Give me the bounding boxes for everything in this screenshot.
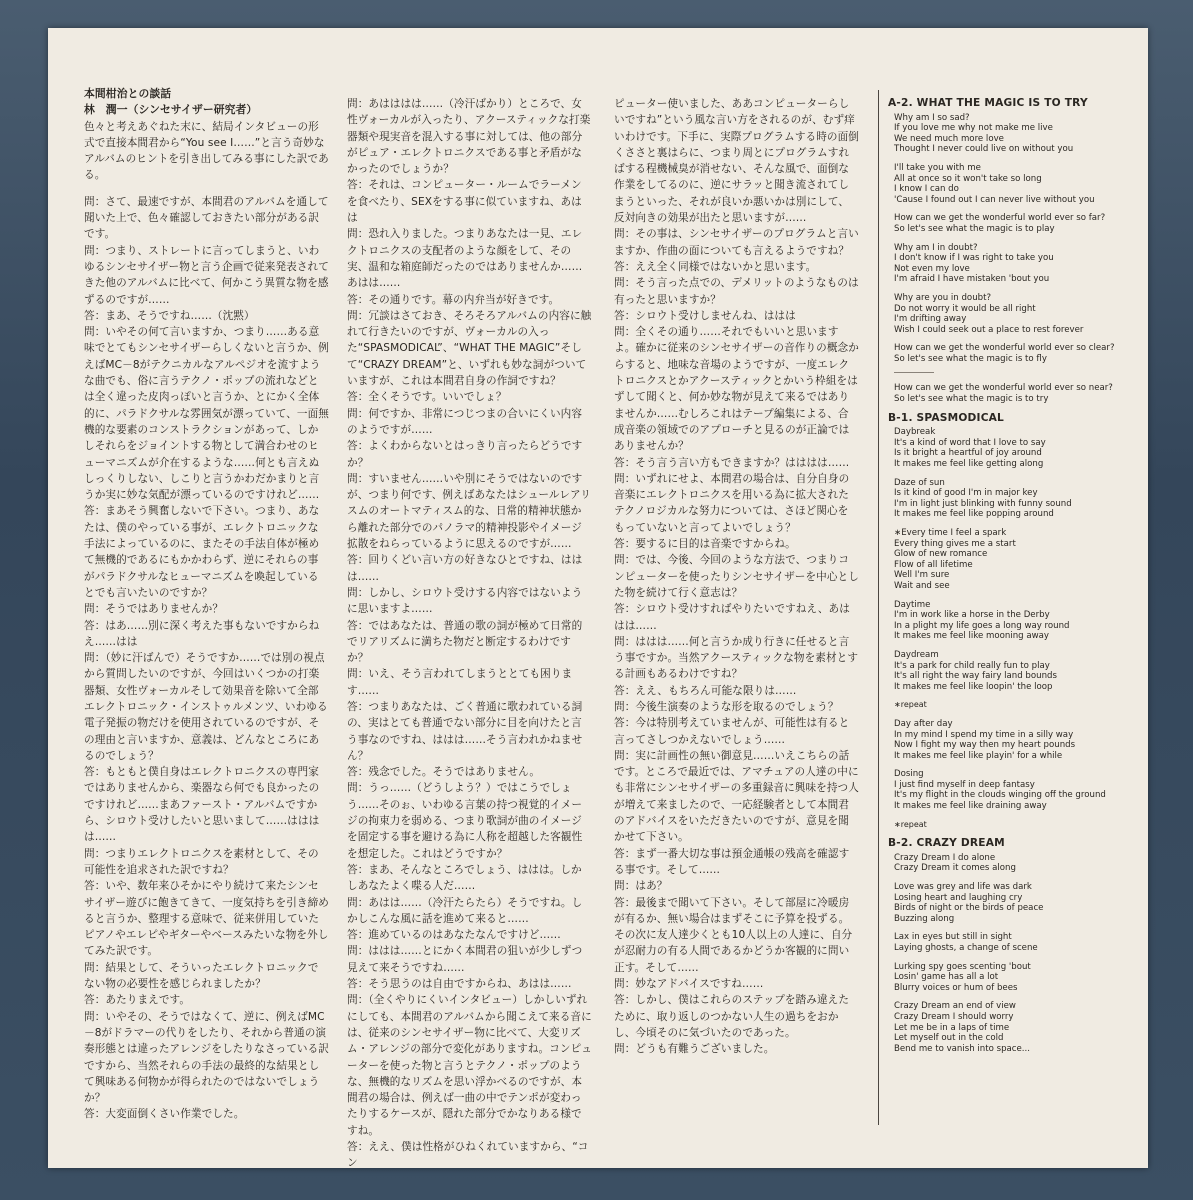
lyric-line: Losing heart and laughing cry [894,892,1023,903]
interview-paragraph: 答：いや、数年来ひそかにやり続けて来たシンセサイザー遊びに飽きてきて、一度気持ちを引き締めると言うか、整理する意味で、従来併用していたピアノやエレピやギターやベースみたいな物を外してみた訳です。 [84,880,329,958]
lyric-line: Daybreak [894,427,936,438]
lyric-line: Daydream [894,649,939,660]
lyric-line: Birds of night or the birds of peace [894,903,1044,914]
interview-column-1 [84,86,329,1123]
interview-paragraph: 答：最後まで聞いて下さい。そして部屋に冷暖房が有るか、無い場合はまずそこに予算を投ずる。その次に友人達少くとも10人以上の人達に、自分が忍耐力の有る人間であるかどうか客観的に問い正す。そして…… [614,896,853,974]
lyric-line: I don't know if I was right to take you [894,253,1054,264]
interview-paragraph: 問：恐れ入りました。つまりあなたは一見、エレクトロニクスの支配者のような顔をして、その実、温和な箱庭師だったのではありませんか……あはは…… [347,228,583,290]
stanza-rule [894,372,934,373]
interview-paragraph: 問：妙なアドバイスですね…… [614,978,764,991]
lyric-line: Crazy Dream it comes along [894,863,1016,874]
interview-paragraph: 答：まず一番大切な事は預金通帳の残高を確認する事です。そして…… [614,847,850,876]
lyric-line: Let myself out in the cold [894,1033,1004,1044]
lyric-stanza [894,600,1128,642]
interview-column-3 [614,96,859,1058]
lyric-line: Let me be in a laps of time [894,1022,1010,1033]
lyric-stanza [894,427,1128,469]
interview-paragraph: 問：では、今後、今回のような方法で、つまりコンピューターを使ったりシンセサイザーを中心とした物を続けて行く意志は？ [614,554,859,599]
interview-column-3-body [614,96,859,1058]
lyric-line: Lax in eyes but still in sight [894,932,1012,943]
lyric-line: ∗repeat [894,819,927,829]
interview-paragraph: 問：いやその、そうではなくて、逆に、例えばMC－8がドラマーの代りをしたり、それから普通の演奏形態とは違ったアレンジをしたりなさっている訳ですから、当然それらの手法の最終的な結果として興味ある何物かが得られたのではないでしょうか？ [84,1010,329,1105]
lyric-stanza [894,769,1128,811]
lyric-line: How can we get the wonderful world ever so near? [894,383,1113,394]
interview-paragraph: 問：いやその何て言いますか、つまり……ある意味でとてもシンセサイザーらしくないと言うか、例えばMC－8がテクニカルなアルペジオを流すような曲でも、俗に言うテクノ・ポップの流れなどとは全く違った皮肉っぽいと言うか、とにかく全体的に、パラドクサルな雰囲気が漂っていて、一面無機的な要素のコンストラクションがあって、しかしそれらをジョイントする物として満合わせのヒューマニズムが介在するような……何とも言えぬしっくりしない、しこりと言うかわだかまりと言うか実に妙な気配が漂っているのですけれど…… [84,326,329,502]
lyric-line: I'm drifting away [894,314,967,325]
lyric-line: We need much more love [894,133,1004,144]
interview-paragraph: 問：実に計画性の無い御意見……いえこちらの話です。ところで最近では、アマチュアの人達の中にも非常にシンセサイザーの多重録音に興味を持つ人が増えて来ましたので、一応経験者として本間君のアドバイスをいただきたいのですが、意見を聞かせて下さい。 [614,749,859,844]
lyric-stanza [894,650,1128,692]
lyric-stanza [894,383,1128,404]
lyric-line: It makes me feel like getting along [894,459,1044,470]
lyric-stanza [894,113,1128,155]
lyric-line: It's all right the way fairy land bounds [894,671,1057,682]
lyric-line: Day after day [894,718,953,729]
lyric-stanza [894,528,1128,592]
interview-paragraph: 答：まあ、そうですね……（沈黙） [84,309,255,322]
lyric-line: Not even my love [894,263,970,274]
interview-paragraph: ピューター使いました、ああコンピューターらしいですね”という風な言い方をされるのが、むず痒いわけです。下手に、実際プログラムする時の面倒くささと裏はらに、つまり周とにプログラムすればする程機械臭が消せない、そんな風で、面倒な作業をしてるのに、逆にサラッと聞き流されてしまうといった、それが良いか悪いかは別にして、反対向きの効果が出たと思いますが…… [614,98,859,225]
interview-paragraph: 問：ははは……とにかく本間君の狙いが少しずつ見えて来そうですね…… [347,945,583,974]
lyric-line: Every thing gives me a start [894,538,1016,549]
lyric-stanza [894,853,1128,874]
lyric-line: Lurking spy goes scenting 'bout [894,961,1031,972]
lyric-line: Flow of all lifetime [894,559,973,570]
lyric-line: Thought I never could live on without you [894,144,1074,155]
track-title: B-1. SPASMODICAL [888,411,1005,424]
interviewer-name: 林 潤一（シンセサイザー研究者） [84,103,258,117]
lyric-line: Buzzing along [894,913,955,924]
lyric-stanza [894,700,1128,711]
lyric-line: ∗Every time I feel a spark [894,528,1007,538]
lyric-line: Glow of new romance [894,549,988,560]
lyric-stanza [894,213,1128,234]
interview-paragraph: 問：全くその通り……それでもいいと思いますよ。確かに従来のシンセサイザーの音作りの概念からすると、地味な音場のようですが、一度エレクトロニクスとかアクースティックとかいう枠組をはずして聞くと、何か妙な物が見えて来るではありませんか……むしろこれはテープ編集による、合成音楽の領域でのアプローチと見るのが正論ではありませんか？ [614,326,859,453]
lyric-line: Is it bright a heartful of joy around [894,448,1042,459]
column-divider [878,90,879,1125]
lyric-stanza [894,882,1128,924]
lyric-line: Dosing [894,769,924,780]
interview-paragraph: 答：大変面倒くさい作業でした。 [84,1108,245,1121]
interview-paragraph: 問：そうではありませんか？ [84,603,224,616]
lyric-line: It makes me feel like draining away [894,801,1047,812]
lyric-insert-sheet [48,28,1148,1168]
lyric-line: Do not worry it would be all right [894,303,1036,314]
interview-paragraph: 答：進めているのはあなたなんですけど…… [347,929,561,942]
lyric-line: Love was grey and life was dark [894,882,1032,893]
lyric-stanza [894,243,1128,285]
interview-paragraph: 問：あはは……（冷汗たらたら）そうですね。しかしこんな風に話を進めて来ると…… [347,896,583,925]
lyric-stanza [894,962,1128,994]
interview-title: 本間柑治との談話 [84,87,172,100]
lyric-line: Bend me to vanish into space... [894,1043,1031,1054]
interview-paragraph: 答：残念でした。そうではありません。 [347,766,541,779]
lyric-line: So let's see what the magic is to try [894,394,1049,405]
interview-paragraph: 問：冗談はさておき、そろそろアルバムの内容に触れて行きたいのですが、ヴォーカルの入った“SPASMODICAL”、“WHAT THE MAGIC”そして“CRAZY DREAM”と、いずれも妙な詞がついていますが、これは本間君自身の作詞ですね？ [347,309,592,388]
lyric-stanza [894,478,1128,520]
lyric-line: How can we get the wonderful world ever so far? [894,213,1106,224]
interview-paragraph: 答：ではあなたは、普通の歌の詞が極めて日常的でリアリズムに満ちた物だと断定するわけですか？ [347,619,583,665]
interview-paragraph: 問：（妙に汗ばんで）そうですか……では別の視点から質問したいのですが、今回はいくつかの打楽器類、女性ヴォーカルそして効果音を除いて全部エレクトロニック・インストゥルメンツ、いわゆる電子発振の物だけを使用されているのですが、その理由と言いますか、意義は、どんなところにあるのでしょう？ [84,652,328,762]
lyric-line: Losin' game has all a lot [894,972,999,983]
interview-paragraph: 答：回りくどい言い方の好きなひとですね、ははは…… [347,554,583,583]
interview-paragraph: 問：結果として、そういったエレクトロニックでない物の必要性を感じられましたか？ [84,961,319,991]
lyric-line: I'm in light just blinking with funny sound [894,498,1072,509]
interview-paragraph: 答：ええ全く同様ではないかと思います。 [614,260,817,273]
interview-paragraph: 答：そう思うのは自由ですからね、あはは…… [347,978,572,991]
interview-paragraph: 答：まあ、そんなところでしょう、ははは。しかしあなたよく喋る人だ…… [347,863,582,893]
lyric-line: It makes me feel like mooning away [894,631,1050,642]
interview-paragraph: 問：何ですか、非常につじつまの合いにくい内容のようですが…… [347,407,583,436]
interview-paragraph: 問：あはははは……（冷汗ばかり）ところで、女性ヴォーカルが入ったり、アクースティックな打楽器類や現実音を混入する事に対しては、他の部分がピュア・エレクトロニクスである事と矛盾がなかったのでしょうか？ [347,98,591,176]
interview-paragraph: 問：すいません……いや別にそうではないのですが、つまり何です、例えばあなたはシュールレアリスムのオートマティスム的な、日常的精神状態から離れた部分でのパノラマ的精神投影やイメージ拡散をねらっているように思えるのですが…… [347,472,591,551]
interview-paragraph: 答：もともと僕自身はエレクトロニクスの専門家ではありませんから、楽器なら何でも良かったのですけれど……まあファースト・アルバムですから、シロウト受けしたいと思いまして……はははは…… [84,766,320,844]
interview-intro: 色々と考えあぐねた末に、結局インタビューの形式で直接本間君から“You see I……”と言う奇妙なアルバムのヒントを引き出してみる事にした訳である。 [84,120,329,182]
lyric-stanza [894,932,1128,953]
lyric-line: 'Cause I found out I can never live without you [894,194,1095,205]
interview-paragraph: 答：はあ……別に深く考えた事もないですからねえ……はは [84,619,320,648]
interview-column-2-body [347,96,592,1172]
lyric-line: In my mind I spend my time in a silly way [894,729,1074,740]
interview-paragraph: 答：それは、コンピューター・ルームでラーメンを食べたり、SEXをする事に似ていますね、あはは [347,179,582,225]
lyric-line: I'm afraid I have mistaken 'bout you [894,274,1050,285]
lyric-line: Now I fight my way then my heart pounds [894,740,1076,751]
interview-paragraph: 問：どうも有難うございました。 [614,1043,775,1056]
lyric-line: In a plight my life goes a long way round [894,620,1070,631]
lyric-line: It's a park for child really fun to play [894,660,1050,671]
lyric-line: Crazy Dream I should worry [894,1011,1014,1022]
lyric-line: It's my flight in the clouds winging off the ground [894,790,1106,801]
interview-paragraph: 答：ええ、僕は性格がひねくれていますから、“コン [347,1141,589,1170]
interview-paragraph: 問：つまり、ストレートに言ってしまうと、いわゆるシンセサイザー物と言う企画で従来発表されてきた他のアルバムに比べて、何かこう異質な物を感ずるのですが…… [84,244,329,306]
interview-paragraph: 答：シロウト受けすればやりたいですねえ、あははは…… [614,603,850,632]
interview-paragraph: 答：その通りです。幕の内弁当が好きです。 [347,293,560,306]
interview-paragraph: 問：そう言った点での、デメリットのようなものは有ったと思いますか？ [614,277,859,306]
interview-paragraph: 答：ええ、もちろん可能な限りは…… [614,684,797,697]
interview-column-2 [347,96,592,1172]
track-title: B-2. CRAZY DREAM [888,837,1005,850]
lyric-line: Wait and see [894,580,950,591]
lyric-stanza [894,1001,1128,1054]
lyric-line: Is it kind of good I'm in major key [894,488,1038,499]
interview-paragraph: 問：はあ？ [614,880,668,893]
lyric-line: How can we get the wonderful world ever so clear? [894,343,1115,354]
interview-paragraph: 問：いずれにせよ、本間君の場合は、自分自身の音楽にエレクトロニクスを用いる為に拡大されたテクノロジカルな努力については、さほど関心をもっていないと言ってよいでしょう？ [614,472,850,534]
interview-paragraph: 答：今は特別考えていませんが、可能性は有ると言ってさしつかえないでしょう…… [614,717,850,746]
lyric-line: I'll take you with me [894,162,981,173]
lyric-line: Why am I so sad? [894,112,970,123]
interview-paragraph: 答：そう言う言い方もできますか？はははは…… [614,456,850,469]
lyric-line: I'm in work like a horse in the Derby [894,610,1050,621]
lyric-line: Daytime [894,599,931,610]
lyric-line: It makes me feel like loopin' the loop [894,681,1053,692]
lyric-stanza [894,719,1128,761]
lyric-line: It's a kind of word that I love to say [894,437,1046,448]
interview-paragraph: 答：よくわからないとはっきり言ったらどうですか？ [347,440,583,469]
lyric-line: Blurry voices or hum of bees [894,982,1018,993]
track-title: A-2. WHAT THE MAGIC IS TO TRY [888,97,1088,109]
lyric-line: Crazy Dream an end of view [894,1001,1016,1012]
lyric-line: Daze of sun [894,477,945,488]
interview-paragraph: 問：しかし、シロウト受けする内容ではないように思いますよ…… [347,586,583,616]
lyric-stanza [894,343,1128,364]
interview-paragraph: 問：ははは……何と言うか成り行きに任せると言う事ですか。当然アクースティックな物を素材とする計画もあるわけですね？ [614,635,859,681]
lyric-line: Well I'm sure [894,570,950,581]
interview-paragraph: 問：うっ……（どうしよう？）ではこうでしょう……そのぉ、いわゆる言葉の持つ視覚的イメージの拘束力を弱める、つまり歌詞が曲のイメージを固定する事を避ける為に人称を超越した客観性を想定した。これはどうですか？ [347,782,583,860]
interview-paragraph: 問：つまりエレクトロニクスを素材として、その可能性を追求された訳ですね？ [84,847,319,876]
interview-paragraph: 問：今後生演奏のような形を取るのでしょう？ [614,700,839,713]
lyric-stanza [894,163,1128,205]
lyric-line: Why am I in doubt? [894,242,978,253]
lyric-line: It makes me feel like popping around [894,509,1054,520]
lyric-stanza [894,293,1128,335]
lyric-line: It makes me feel like playin' for a while [894,750,1063,761]
lyric-line: ∗repeat [894,700,927,710]
interview-paragraph: 答：シロウト受けしませんね、ははは [614,309,796,322]
lyric-line: I know I can do [894,184,959,195]
interview-column-1-body [84,194,329,1123]
interview-paragraph: 答：つまりあなたは、ごく普通に歌われている詞の、実はとても普通でない部分に目を向けたと言う事なのですね、ははは……そう言われかねません？ [347,700,583,762]
lyric-line: Wish I could seek out a place to rest forever [894,324,1084,335]
lyric-line: Laying ghosts, a change of scene [894,943,1038,953]
lyric-stanza [894,820,1128,831]
interview-paragraph: 問：（全くやりにくいインタビュー）しかしいずれにしても、本間君のアルバムから聞こえて来る音には、従来のシンセサイザー物に比べて、大変リズム・アレンジの部分で変化がありますね。コンピューターを使った物と言うとテクノ・ポップのような、無機的なリズムを思い浮かべるのですが、本間君の場合は、例えば一曲の中でテンポが変わったりするケースが、隠れた部分でかなりある様ですね。 [347,994,592,1137]
interview-paragraph: 答：あたりまえです。 [84,994,191,1007]
interview-paragraph: 問：さて、最速ですが、本間君のアルバムを通して聞いた上で、色々確認しておきたい部分がある訳です。 [84,195,329,241]
lyric-line: If you love me why not make me live [894,123,1053,134]
interview-paragraph: 答：全くそうです。いいでしょ？ [347,391,507,404]
interview-paragraph: 答：まあそう興奮しないで下さい。つまり、あなたは、僕のやっている事が、エレクトロニックな手法によっているのに、またその手法自体が極めて無機的であるにもかかわらず、逆にそれらの事がパラドクサルなヒューマニズムを喚起しているとでも言いたいのですか？ [84,505,320,599]
lyric-line: Crazy Dream I do alone [894,852,996,863]
lyrics-column [888,98,1128,1062]
lyric-line: So let's see what the magic is to fly [894,353,1047,364]
lyric-line: I just find myself in deep fantasy [894,779,1035,790]
interview-paragraph: 答：要するに目的は音楽ですからね。 [614,538,796,551]
interview-paragraph: 問：その事は、シンセサイザーのプログラムと言いますか、作曲の面についても言えるようですね？ [614,228,859,257]
interview-paragraph: 問：いえ、そう言われてしまうととても困ります…… [347,668,573,697]
lyric-line: All at once so it won't take so long [894,173,1042,184]
lyric-line: So let's see what the magic is to play [894,223,1055,234]
lyric-line: Why are you in doubt? [894,292,992,303]
interview-paragraph: 答：しかし、僕はこれらのステップを踏み違えたために、取り返しのつかない人生の過ちをおかし、今頃そのに気づいたのであった。 [614,994,850,1039]
